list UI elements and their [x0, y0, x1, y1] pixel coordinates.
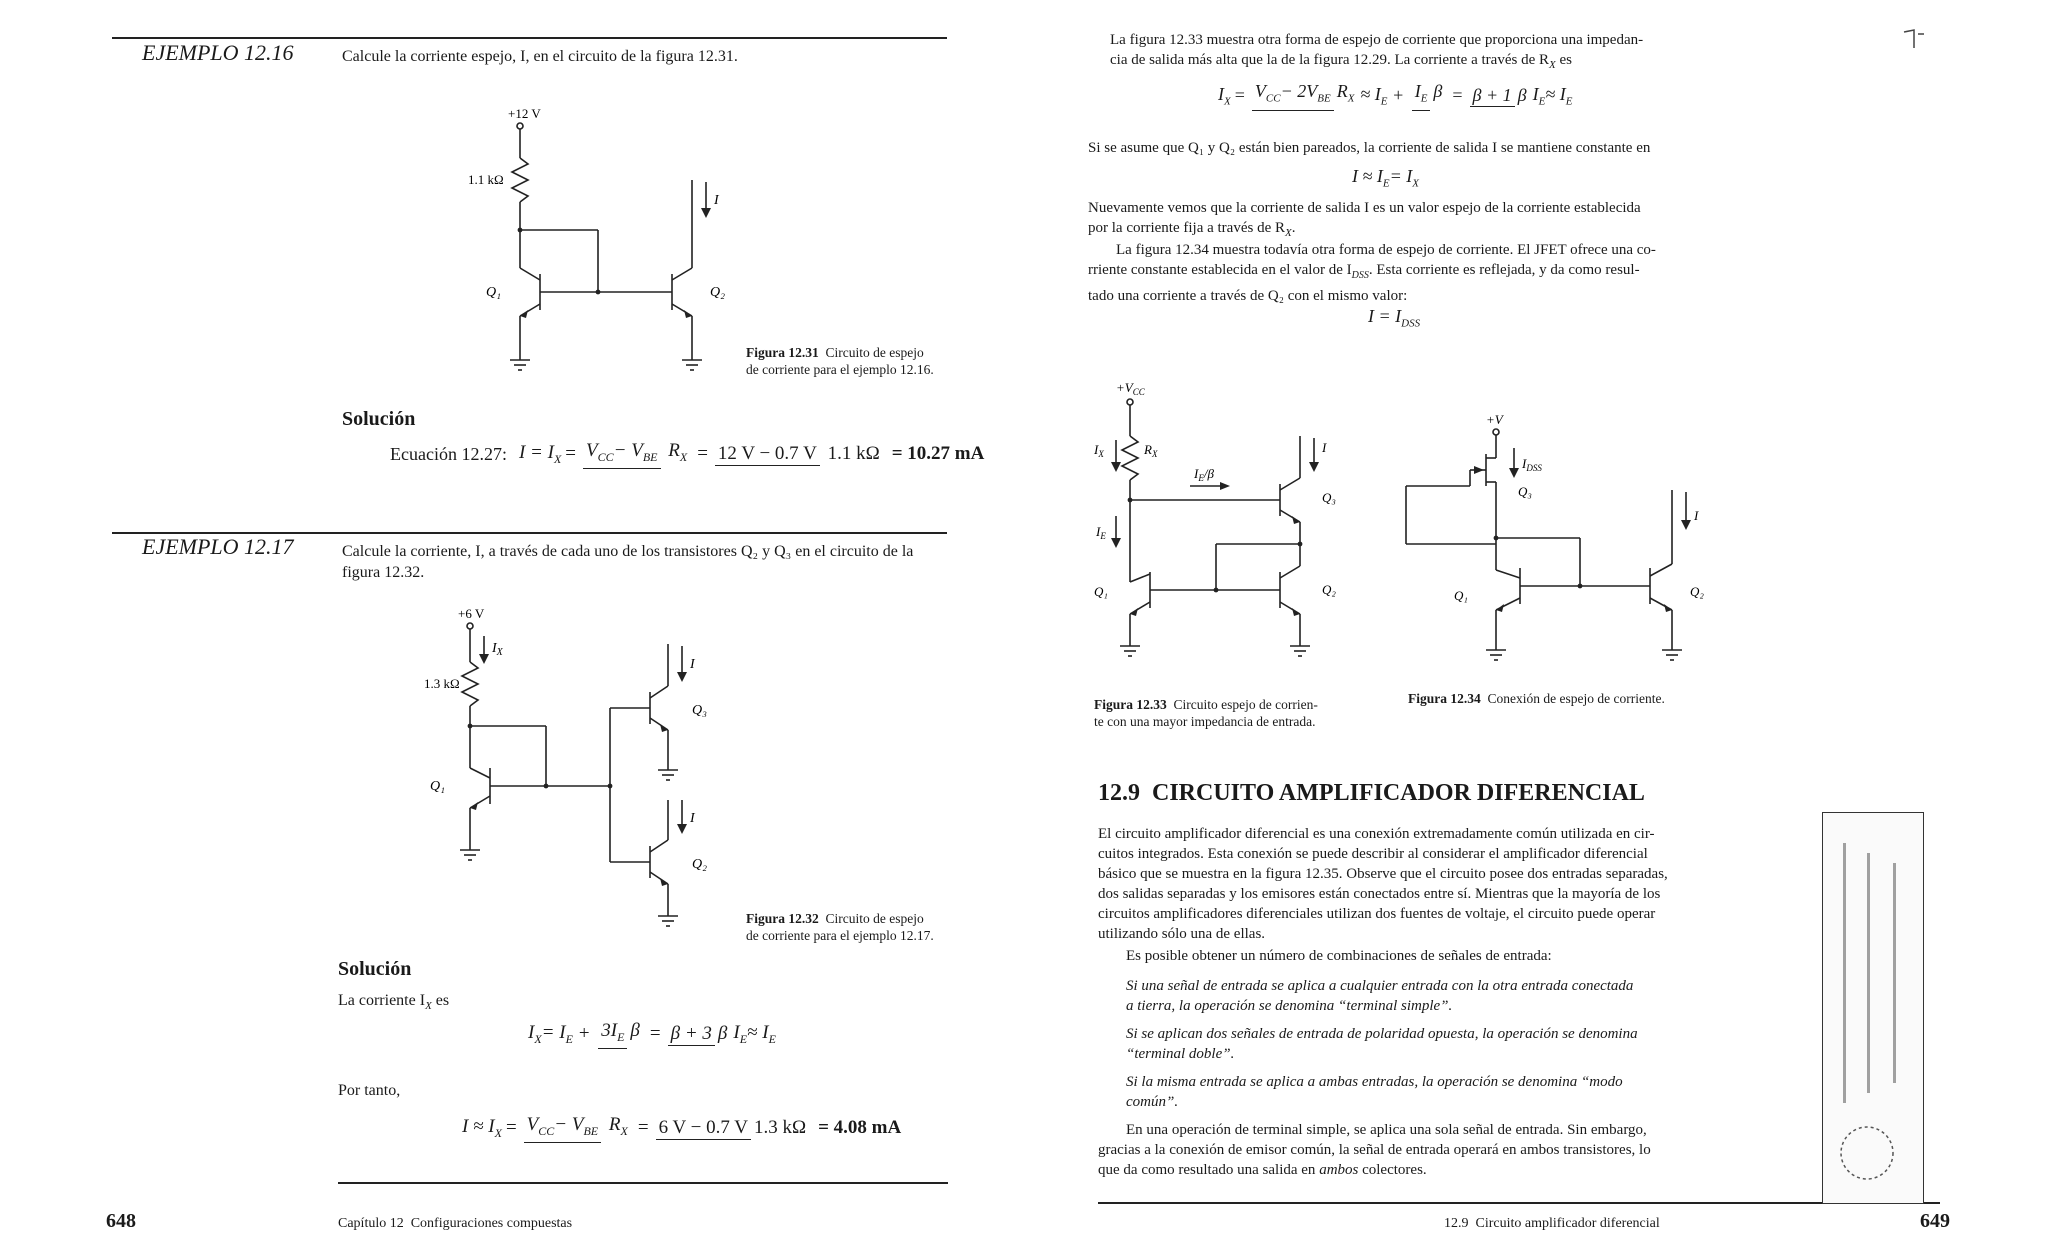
q1-label: Q₁ [486, 285, 501, 300]
caption-line-1: Circuito de espejo [825, 345, 924, 360]
ix-label: $I_X$ [492, 641, 503, 658]
caption-line-2: de corriente para el ejemplo 12.16. [746, 362, 934, 377]
ie-label: $I_E$ [1096, 524, 1106, 541]
section-paragraph-2: Es posible obtener un número de combinaciones de señales de entrada: [1126, 948, 1552, 964]
list-item: Si se aplican dos señales de entrada de polaridad opuesta, la operación se denomina “terminal doble”. [1126, 1026, 1638, 1062]
vcc-label: $+V_{CC}$ [1116, 380, 1145, 397]
eq-result: = 10.27 mA [891, 443, 985, 465]
resistor-label: 1.1 kΩ [468, 172, 504, 187]
eq-frac-2: 12 V − 0.7 V 1.1 kΩ [715, 443, 883, 466]
top-rule-ex1 [112, 37, 947, 39]
q1-label-34: Q₁ [1454, 588, 1468, 603]
resistor-label-2: 1.3 kΩ [424, 676, 460, 691]
q3-label-2: Q₃ [692, 703, 707, 718]
last-paragraph: En una operación de terminal simple, se aplica una sola señal de entrada. Sin embargo, gracias a la conexión de emisor común, la señal de entrada operará en ambos transistores, lo que da como resultado una salida en ambos colectores. [1098, 1122, 1651, 1178]
q2-label: Q₂ [710, 285, 725, 300]
figure-12-34-caption: Figura 12.34 Conexión de espejo de corriente. [1408, 691, 1665, 706]
figure-12-32-caption: Figura 12.32 Circuito de espejo de corriente para el ejemplo 12.17. [746, 911, 934, 943]
i-label-33: I [1322, 440, 1327, 455]
library-stamp [1822, 812, 1924, 1204]
right-paragraph-3: Nuevamente vemos que la corriente de salida I es un valor espejo de la corriente establecida por la corriente fija a través de $R_X$. [1088, 200, 1641, 239]
q3-label-33: Q₃ [1322, 490, 1336, 505]
corner-mark-icon [1900, 24, 1930, 54]
idss-label: $I_{DSS}$ [1522, 456, 1542, 473]
current-label-q3: I [690, 657, 695, 672]
q3-label-34: Q₃ [1518, 484, 1532, 499]
q1-label-33: Q₁ [1094, 584, 1108, 599]
q2-label-34: Q₂ [1690, 584, 1704, 599]
input-modes-list [1126, 976, 1746, 1112]
eq-lhs: $I = I_X$ [518, 442, 562, 466]
right-paragraph-4: La figura 12.34 muestra todavía otra forma de espejo de corriente. El JFET ofrece una co- rriente constante establecida en el valor de $I_{DSS}$. Esta corriente es reflejada, y da como resul- tado una corriente a través de Q₂ con el mismo valor: [1088, 242, 1656, 304]
example-2-prompt: Calcule la corriente, I, a través de cada uno de los transistores Q₂ y Q₃ en el circuito de la figura 12.32. [342, 543, 914, 581]
right-paragraph-1: La figura 12.33 muestra otra forma de espejo de corriente que proporciona una impedan- cia de salida más alta que la de la figura 12.29. La corriente a través de $R_X$ es [1110, 32, 1644, 71]
solution-text-1: La corriente $I_X$ es [338, 992, 450, 1013]
caption-bold: Figura 12.31 [746, 345, 819, 360]
equation-12-16: Ecuación 12.27: $I = I_X$ = $V_{CC}- V_{BE}$ $R_X$ = 12 V − 0.7 V 1.1 kΩ = 10.27 mA [390, 440, 984, 469]
eq-frac-1: $V_{CC}- V_{BE}$ $R_X$ [583, 440, 690, 469]
solution-text-2: Por tanto, [338, 1082, 401, 1099]
figure-12-33-caption: Figura 12.33 Circuito espejo de corrien- te con una mayor impedancia de entrada. [1094, 697, 1318, 729]
page-number-left: 648 [106, 1210, 136, 1232]
equation-i-ie: $I \approx I_E= I_X$ [1352, 166, 1419, 190]
page-number-right: 649 [1920, 1210, 1950, 1232]
v-label-34: +V [1486, 412, 1503, 427]
current-label-q2: I [690, 811, 695, 826]
equation-idss: $I = I_{DSS}$ [1368, 306, 1421, 330]
example-label-2: EJEMPLO 12.17 [142, 534, 294, 559]
list-item: Si la misma entrada se aplica a ambas entradas, la operación se denomina “modo común”. [1126, 1074, 1623, 1110]
example-label: EJEMPLO 12.16 [142, 40, 294, 65]
q2-label-33: Q₂ [1322, 582, 1336, 597]
q2-label-2: Q₂ [692, 857, 707, 872]
equation-12-17: $I \approx I_X$ = $V_{CC}- V_{BE}$ $R_X$ = 6 V − 0.7 V 1.3 kΩ = 4.08 mA [462, 1114, 901, 1143]
q1-label-2: Q₁ [430, 779, 445, 794]
stamp-graphic [1823, 813, 1923, 1203]
equation-fig33: $I_X$ = $V_{CC}- 2V_{BE}$ $R_X$ ≈ $I_E$ + $I_E$ β = β + 1 β $I_E\approx I_E$ [1218, 80, 1572, 111]
ix-label-33: $I_X$ [1094, 442, 1104, 459]
i-label-34: I [1694, 508, 1699, 523]
supply-label: +12 V [508, 106, 541, 121]
bottom-rule-right [1098, 1202, 1940, 1204]
rx-label: $R_X$ [1144, 442, 1158, 459]
figure-12-33-circuit [1090, 376, 1360, 676]
supply-label-2: +6 V [458, 606, 485, 621]
footer-left: Capítulo 12 Configuraciones compuestas [338, 1216, 573, 1231]
equation-ix: $I_X$ = $I_E$ + $3I_E$ β = β + 3 β $I_E\approx I_E$ [528, 1020, 776, 1049]
bottom-rule-left [338, 1182, 948, 1184]
right-paragraph-2: Si se asume que Q₁ y Q₂ están bien pareados, la corriente de salida I se mantiene constante en [1088, 140, 1651, 156]
example-prompt: Calcule la corriente espejo, I, en el circuito de la figura 12.31. [342, 48, 738, 65]
list-item: Si una señal de entrada se aplica a cualquier entrada con la otra entrada conectada a tierra, la operación se denomina “terminal simple”. [1126, 978, 1634, 1014]
figure-12-32-circuit [410, 600, 730, 940]
figure-12-34-circuit [1390, 410, 1730, 680]
ieb-label: $I_E/\beta$ [1194, 466, 1214, 483]
solution-title: Solución [342, 408, 416, 430]
section-heading: 12.9 CIRCUITO AMPLIFICADOR DIFERENCIAL [1098, 780, 1645, 806]
footer-right: 12.9 Circuito amplificador diferencial [1444, 1216, 1660, 1231]
figure-12-31-caption [746, 344, 956, 378]
eq-ref: Ecuación 12.27: [390, 443, 507, 464]
figure-12-31-circuit [420, 100, 740, 390]
current-label: I [714, 193, 719, 208]
section-paragraph: El circuito amplificador diferencial es una conexión extremadamente común utilizada en cir- cuitos integrados. Esta conexión se puede describir al considerar el amplificador diferencial básico que se muestra en la figura 12.35. Observe que el circuito posee dos entradas separadas, dos salidas separadas y los emisores están conectados entre sí. Mientras que la mayoría de los circuitos amplificadores diferenciales utilizan dos fuentes de voltaje, el circuito puede operar utilizando sólo una de ellas. [1098, 826, 1668, 942]
solution-title-2: Solución [338, 958, 412, 980]
